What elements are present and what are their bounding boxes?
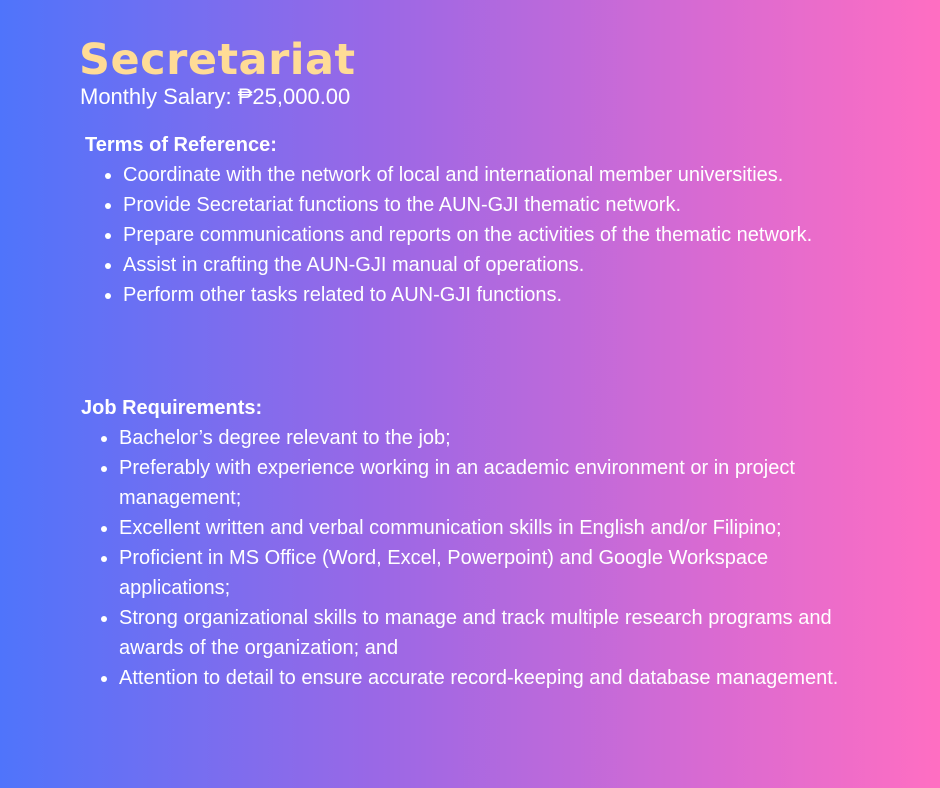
list-item: Preferably with experience working in an academic environment or in project management; [81,453,879,513]
list-item: Proficient in MS Office (Word, Excel, Powerpoint) and Google Workspace applications; [81,543,879,603]
monthly-salary: Monthly Salary: ₱25,000.00 [80,84,351,109]
page-title: Secretariat [79,35,356,85]
list-item: Perform other tasks related to AUN-GJI functions. [85,280,823,310]
list-item: Prepare communications and reports on the activities of the thematic network. [85,220,823,250]
requirements-list [81,423,901,693]
terms-list [85,160,885,310]
list-item: Excellent written and verbal communication skills in English and/or Filipino; [81,513,879,543]
list-item: Bachelor’s degree relevant to the job; [81,423,879,453]
terms-heading: Terms of Reference: [85,134,277,156]
list-item: Assist in crafting the AUN-GJI manual of operations. [85,250,823,280]
job-requirements-section [81,393,901,693]
list-item: Attention to detail to ensure accurate record-keeping and database management. [81,663,879,693]
list-item: Provide Secretariat functions to the AUN-GJI thematic network. [85,190,823,220]
terms-of-reference-section [85,130,885,310]
requirements-heading: Job Requirements: [81,397,263,419]
list-item: Coordinate with the network of local and international member universities. [85,160,823,190]
list-item: Strong organizational skills to manage and track multiple research programs and awards of the organization; and [81,603,879,663]
